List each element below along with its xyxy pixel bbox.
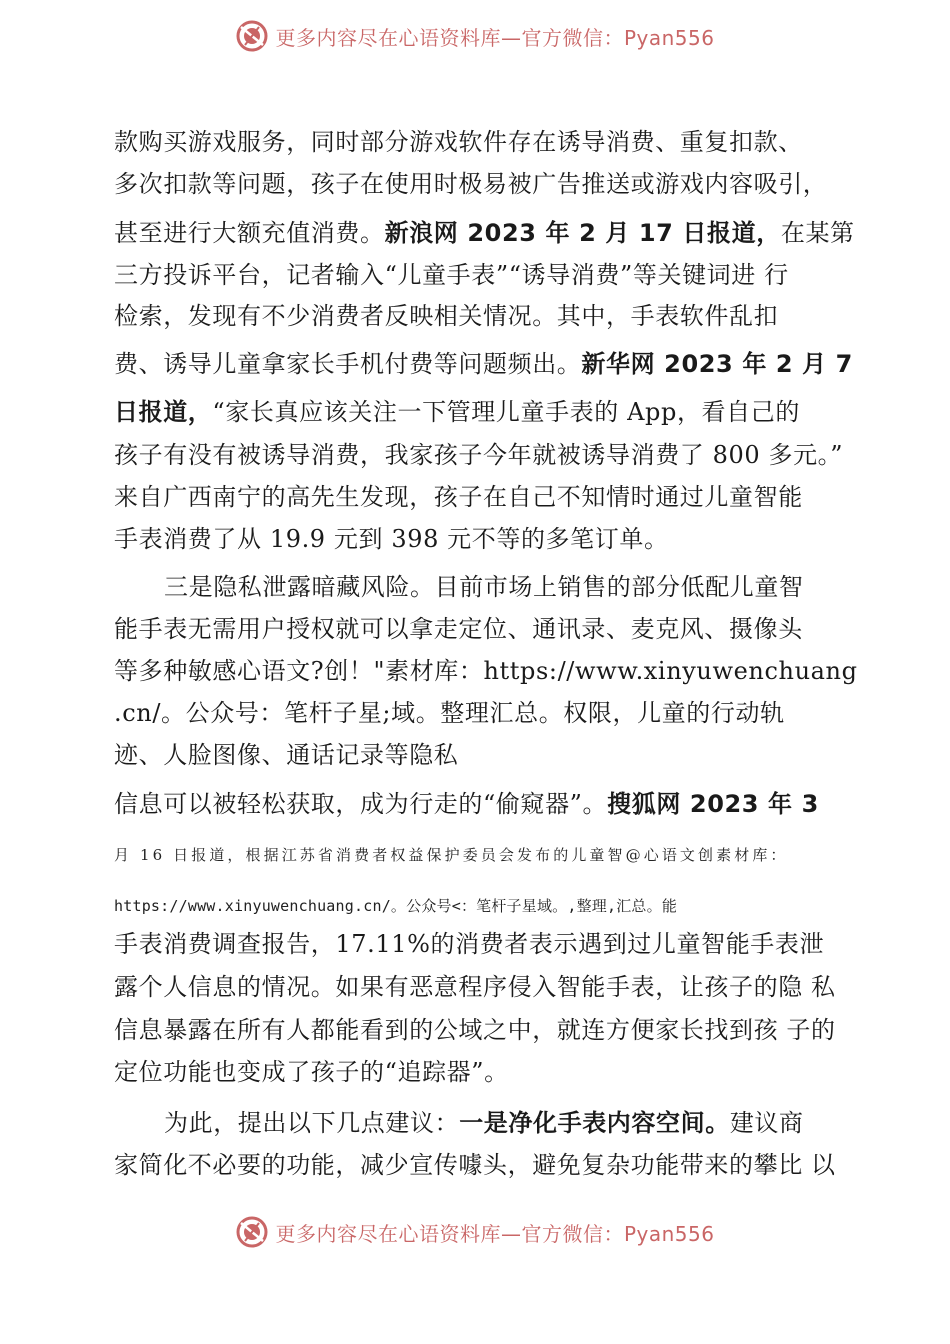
- watermark-text: 更多内容尽在心语资料库—官方微信：Pyan556: [275, 1221, 715, 1246]
- text-line: 家简化不必要的功能，减少宣传噱头，避免复杂功能带来的攀比 以: [114, 1151, 836, 1179]
- brand-logo-icon: [235, 1215, 269, 1249]
- text-line: .cn/。公众号：笔杆子星;域。整理汇总。权限，儿童的行动轨: [114, 699, 785, 727]
- text-line: 定位功能也变成了孩子的“追踪器”。: [114, 1058, 509, 1086]
- text-run: 费、诱导儿童拿家长手机付费等问题频出。: [114, 350, 582, 378]
- text-line: 来自广西南宁的高先生发现，孩子在自己不知情时通过儿童智能: [114, 483, 803, 511]
- text-line: 迹、人脸图像、通话记录等隐私: [114, 741, 459, 769]
- text-line: [114, 347, 853, 381]
- text-run: 为此，提出以下几点建议：: [164, 1109, 460, 1137]
- source-citation: 搜狐网 2023 年 3: [607, 790, 819, 818]
- text-line: 孩子有没有被诱导消费，我家孩子今年就被诱导消费了 800 多元。”: [114, 441, 844, 469]
- header-watermark: [0, 14, 950, 58]
- text-line: 检索，发现有不少消费者反映相关情况。其中，手表软件乱扣: [114, 302, 779, 330]
- text-line: [114, 216, 855, 250]
- text-line: 能手表无需用户授权就可以拿走定位、通讯录、麦克风、摄像头: [114, 615, 803, 643]
- text-line: 手表消费调查报告，17.11%的消费者表示遇到过儿童智能手表泄: [114, 930, 825, 958]
- text-run: 甚至进行大额充值消费。: [114, 219, 385, 247]
- text-line: 手表消费了从 19.9 元到 398 元不等的多笔订单。: [114, 525, 669, 553]
- source-citation: 日报道，: [114, 398, 213, 426]
- text-line: 款购买游戏服务，同时部分游戏软件存在诱导消费、重复扣款、: [114, 128, 803, 156]
- brand-logo-icon: [235, 19, 269, 53]
- text-line: [114, 787, 819, 821]
- source-citation: 新浪网 2023 年 2 月 17 日报道，: [384, 219, 781, 247]
- text-line: 三方投诉平台，记者输入“儿童手表”“诱导消费”等关键词进 行: [114, 261, 789, 289]
- text-line: 信息暴露在所有人都能看到的公域之中，就连方便家长找到孩 子的: [114, 1016, 836, 1044]
- text-line: 等多种敏感心语文?创！"素材库：https://www.xinyuwenchuang: [114, 657, 858, 685]
- source-citation: 新华网 2023 年 2 月 7: [581, 350, 853, 378]
- text-run: 在某第: [780, 219, 855, 247]
- paragraph-start: 三是隐私泄露暗藏风险。目前市场上销售的部分低配儿童智: [164, 573, 804, 601]
- text-line: 多次扣款等问题，孩子在使用时极易被广告推送或游戏内容吸引，: [114, 170, 828, 198]
- recommendation-heading: 一是净化手表内容空间。: [459, 1109, 730, 1137]
- text-line: [114, 395, 800, 429]
- text-line: 月 16 日报道，根据江苏省消费者权益保护委员会发布的儿童智@心语文创素材库：: [114, 846, 789, 864]
- watermark-text: 更多内容尽在心语资料库—官方微信：Pyan556: [275, 25, 715, 50]
- text-run: 信息可以被轻松获取，成为行走的“偷窥器”。: [114, 790, 608, 818]
- text-run: 建议商: [729, 1109, 804, 1137]
- footer-watermark: [0, 1210, 950, 1254]
- paragraph-start: [164, 1106, 804, 1140]
- text-line: 露个人信息的情况。如果有恶意程序侵入智能手表，让孩子的隐 私: [114, 973, 836, 1001]
- text-run: “家长真应该关注一下管理儿童手表的 App，看自己的: [212, 398, 800, 426]
- text-line: https://www.xinyuwenchuang.cn/。公众号<：笔杆子星域。,整理,汇总。能: [114, 897, 678, 915]
